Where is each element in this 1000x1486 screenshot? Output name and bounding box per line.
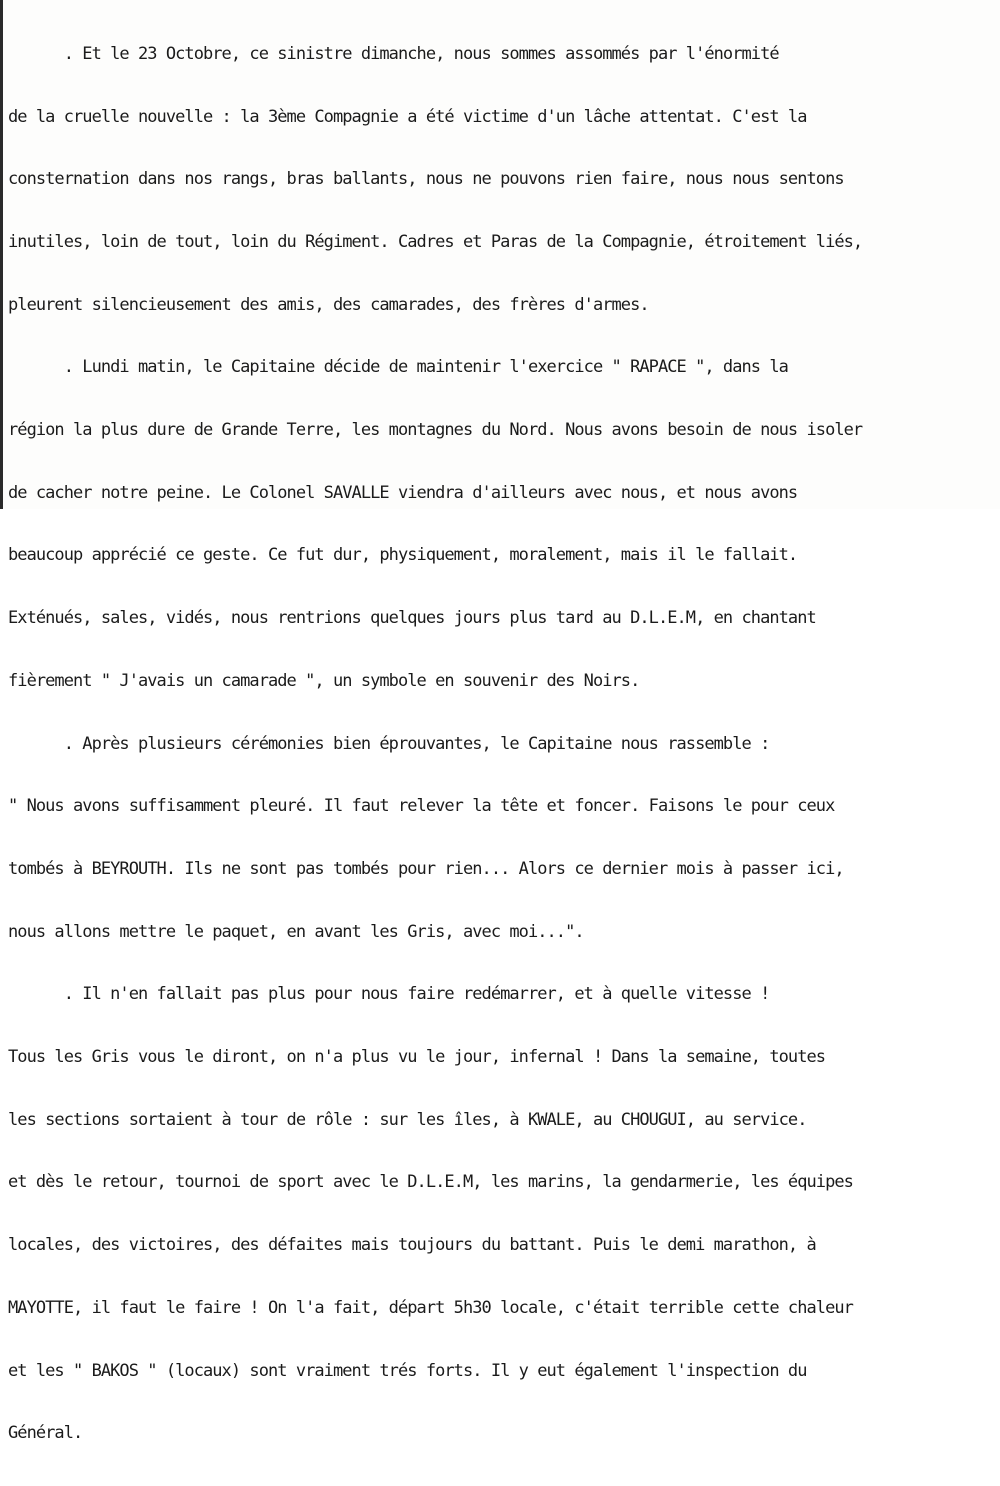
scan-border	[0, 0, 3, 509]
text-line: beaucoup apprécié ce geste. Ce fut dur, physiquement, moralement, mais il le fallait.	[8, 545, 798, 566]
text-line: et dès le retour, tournoi de sport avec le D.L.E.M, les marins, la gendarmerie, les équipes	[8, 1172, 853, 1193]
text-line: inutiles, loin de tout, loin du Régiment. Cadres et Paras de la Compagnie, étroitement liés,	[8, 231, 863, 252]
text-line: Tous les Gris vous le diront, on n'a plus vu le jour, infernal ! Dans la semaine, toutes	[8, 1047, 826, 1068]
text-line: de cacher notre peine. Le Colonel SAVALLE viendra d'ailleurs avec nous, et nous avons	[8, 482, 798, 503]
text-line: nous allons mettre le paquet, en avant les Gris, avec moi...".	[8, 921, 584, 942]
text-line: . Il n'en fallait pas plus pour nous faire redémarrer, et à quelle vitesse !	[8, 984, 770, 1005]
text-line: locales, des victoires, des défaites mais toujours du battant. Puis le demi marathon, à	[8, 1235, 816, 1256]
text-line: de la cruelle nouvelle : la 3ème Compagnie a été victime d'un lâche attentat. C'est la	[8, 106, 807, 127]
text-line: MAYOTTE, il faut le faire ! On l'a fait, départ 5h30 locale, c'était terrible cette chaleur	[8, 1297, 853, 1318]
text-line: . Et le 23 Octobre, ce sinistre dimanche, nous sommes assommés par l'énormité	[8, 43, 779, 64]
text-line: fièrement " J'avais un camarade ", un symbole en souvenir des Noirs.	[8, 670, 640, 691]
text-line: Exténués, sales, vidés, nous rentrions quelques jours plus tard au D.L.E.M, en chantant	[8, 608, 816, 629]
text-line: région la plus dure de Grande Terre, les montagnes du Nord. Nous avons besoin de nous isoler	[8, 420, 863, 441]
text-line: les sections sortaient à tour de rôle : sur les îles, à KWALE, au CHOUGUI, au service.	[8, 1109, 807, 1130]
text-line: . Après plusieurs cérémonies bien éprouvantes, le Capitaine nous rassemble :	[8, 733, 770, 754]
text-line: consternation dans nos rangs, bras ballants, nous ne pouvons rien faire, nous nous sentons	[8, 169, 844, 190]
text-line: " Nous avons suffisamment pleuré. Il faut relever la tête et foncer. Faisons le pour ceux	[8, 796, 835, 817]
text-line: et les " BAKOS " (locaux) sont vraiment trés forts. Il y eut également l'inspection du	[8, 1360, 807, 1381]
text-line: . Lundi matin, le Capitaine décide de maintenir l'exercice " RAPACE ", dans la	[8, 357, 788, 378]
text-line: pleurent silencieusement des amis, des camarades, des frères d'armes.	[8, 294, 649, 315]
document-body	[8, 2, 998, 1486]
text-line: Général.	[8, 1423, 83, 1444]
text-line: tombés à BEYROUTH. Ils ne sont pas tombés pour rien... Alors ce dernier mois à passer ici,	[8, 858, 844, 879]
